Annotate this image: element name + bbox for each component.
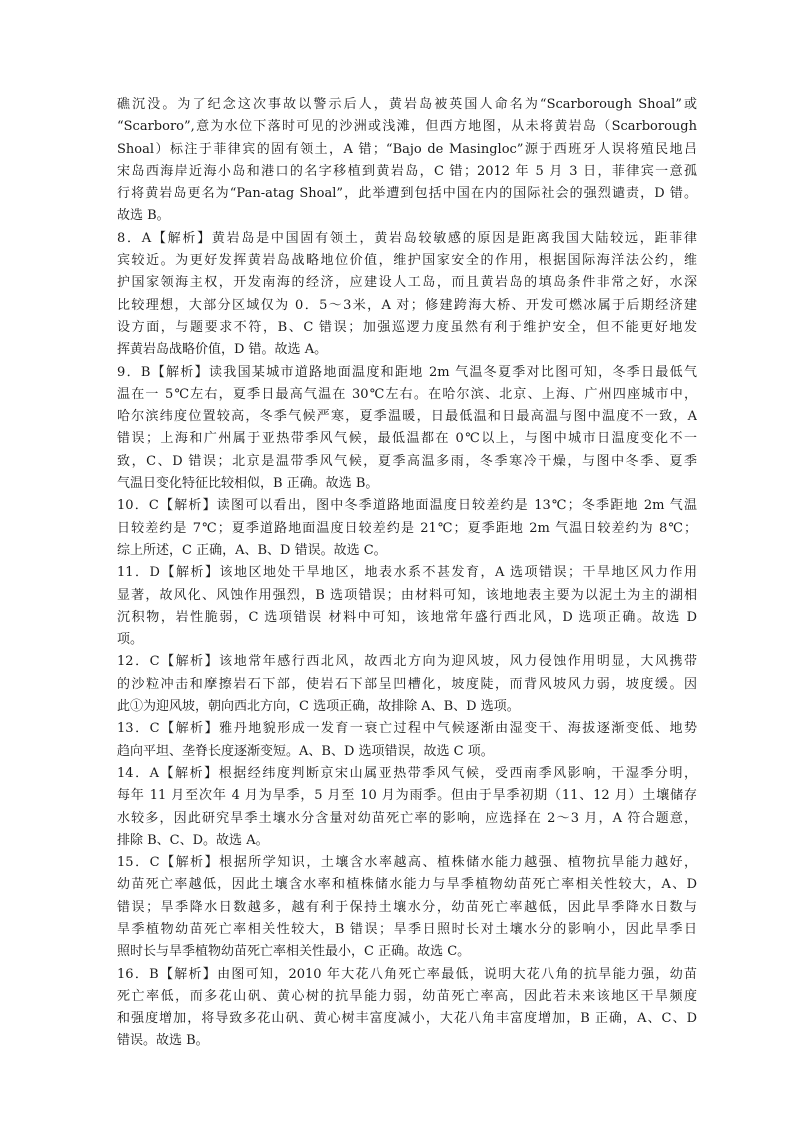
text-line: 14．A【解析】根据经纬度判断京宋山属亚热带季风气候，受西南季风影响，干湿季分明， [117,765,697,781]
text-line: 错误；旱季降水日数越多，越有利于保持土壤水分，幼苗死亡率越低，因此旱季降水日数与 [117,899,697,915]
text-line: 9．B【解析】读我国某城市道路地面温度和距地 2m 气温冬夏季对比图可知，冬季日最低气 [117,364,697,380]
text-line: 设方面，与题要求不符，B、C 错误；加强巡逻力度虽然有利于维护安全，但不能更好地发 [117,319,697,335]
text-line: 比较理想，大部分区域仅为 0．5～3米，A 对；修建跨海大桥、开发可燃冰属于后期经济建 [117,297,697,313]
text-line: 显著，故风化、风蚀作用强烈，B 选项错误；由材料可知，该地地表主要为以泥土为主的湖相 [117,587,697,603]
text-line: 趋向平坦、垄脊长度逐渐变短。A、B、D 选项错误，故选 C 项。 [117,743,494,759]
text-line: 项。 [117,632,144,648]
text-line: 挥黄岩岛战略价值，D 错。故选 A。 [117,342,328,358]
text-line: 8．A【解析】黄岩岛是中国固有领土，黄岩岛较敏感的原因是距离我国大陆较远，距菲律 [117,230,697,246]
text-line: 礁沉没。为了纪念这次事故以警示后人，黄岩岛被英国人命名为“Scarborough Shoal”或 [117,97,697,112]
text-line: 错误。故选 B。 [117,1033,209,1049]
text-line: Shoal）标注于菲律宾的固有领土，A 错；“Bajo de Masingloc”源于西班牙人误将殖民地吕 [117,141,697,157]
text-line: “Scarboro”,意为水位下落时可见的沙洲或浅滩，但西方地图，从未将黄岩岛（Scarborough [117,119,697,135]
text-line: 照时长与旱季植物幼苗死亡率相关性最小，C 正确。故选 C。 [117,944,471,960]
text-line: 15．C【解析】根据所学知识，土壤含水率越高、植株储水能力越强、植物抗旱能力越好， [117,855,697,871]
text-line: 13．C【解析】雅丹地貌形成一发育一衰亡过程中气候逐渐由湿变干、海拔逐渐变低、地势 [117,721,697,737]
text-line: 幼苗死亡率越低，因此土壤含水率和植株储水能力与旱季植物幼苗死亡率相关性较大，A、D [117,877,697,893]
text-line: 此①为迎风坡，朝向西北方向，C 选项正确，故排除 A、B、D 选项。 [117,699,520,715]
text-line: 日较差约是 7℃；夏季道路地面温度日较差约是 21℃；夏季距地 2m 气温日较差约为 8℃； [117,520,697,536]
text-line: 每年 11 月至次年 4 月为旱季，5 月至 10 月为雨季。但由于旱季初期（11、12 月）土壤储存 [117,788,697,804]
text-line: 水较多，因此研究旱季土壤水分含量对幼苗死亡率的影响，应选择在 2～3 月，A 符合题意， [117,810,697,826]
text-line: 护国家领海主权，开发南海的经济，应建设人工岛，而且黄岩岛的填岛条件非常之好，水深 [117,275,697,291]
text-line: 错误；上海和广州属于亚热带季风气候，最低温都在 0℃以上，与图中城市日温度变化不一 [117,431,697,447]
text-line: 故选 B。 [117,208,170,224]
text-line: 12．C【解析】该地常年感行西北风，故西北方向为迎风坡，风力侵蚀作用明显，大风携带 [117,654,697,670]
text-line: 的沙粒冲击和摩擦岩石下部，使岩石下部呈凹槽化，坡度陡，而背风坡风力弱，坡度缓。因 [117,676,697,692]
text-line: 旱季植物幼苗死亡率相关性较大，B 错误；旱季日照时长对土壤水分的影响小，因此旱季日 [117,921,697,937]
text-line: 温在一 5℃左右，夏季日最高气温在 30℃左右。在哈尔滨、北京、上海、广州四座城市中， [117,386,697,402]
text-line: 致，C、D 错误；北京是温带季风气候，夏季高温多雨，冬季寒冷干燥，与图中冬季、夏季 [117,453,697,469]
text-line: 10．C【解析】读图可以看出，图中冬季道路地面温度日较差约是 13℃；冬季距地 2m 气温 [117,498,697,514]
text-line: 宾较近。为更好发挥黄岩岛战略地位价值，维护国家安全的作用，根据国际海洋法公约，维 [117,253,697,269]
text-line: 哈尔滨纬度位置较高，冬季气候严寒，夏季温暖，日最低温和日最高温与图中温度不一致，A [117,409,697,425]
text-line: 死亡率低，而多花山矾、黄心树的抗旱能力弱，幼苗死亡率高，因此若未来该地区干旱频度 [117,988,697,1004]
text-line: 宋岛西海岸近海小岛和港口的名字移植到黄岩岛，C 错；2012 年 5 月 3 日，菲律宾一意孤 [117,163,697,179]
text-line: 和强度增加，将导致多花山矾、黄心树丰富度减小，大花八角丰富度增加，B 正确，A、C、D [117,1011,697,1027]
text-line: 气温日变化特征比较相似，B 正确。故选 B。 [117,476,379,492]
text-line: 沉积物，岩性脆弱，C 选项错误 材料中可知，该地常年盛行西北风，D 选项正确。故选 D [117,609,697,625]
text-line: 11．D【解析】该地区地处干旱地区，地表水系不甚发育，A 选项错误；干旱地区风力作用 [117,565,697,581]
answer-explanations-text [117,94,697,1053]
text-line: 排除 B、C、D。故选 A。 [117,832,269,848]
text-line: 16．B【解析】由图可知，2010 年大花八角死亡率最低，说明大花八角的抗旱能力强，幼苗 [117,966,697,982]
text-line: 综上所述，C 正确，A、B、D 错误。故选 C。 [117,542,387,558]
text-line: 行将黄岩岛更名为“Pan-atag Shoal”，此举遭到包括中国在内的国际社会的强烈谴责，D 错。 [117,186,697,202]
